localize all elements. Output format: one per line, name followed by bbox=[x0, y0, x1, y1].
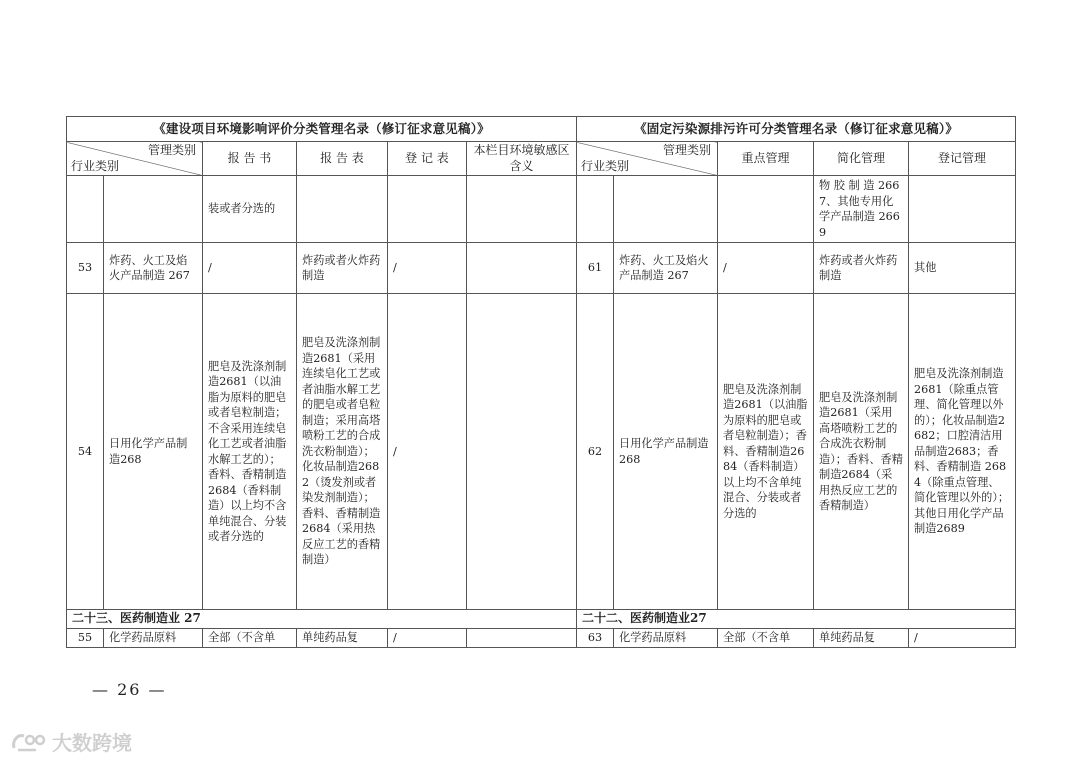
header-simple-mgmt: 简化管理 bbox=[814, 142, 909, 176]
section-heading-left: 二十三、医药制造业 27 bbox=[67, 610, 577, 629]
cell-sensitive-area bbox=[467, 243, 577, 294]
table-row bbox=[67, 243, 1016, 294]
right-row-number: 62 bbox=[577, 294, 614, 610]
section-row bbox=[67, 610, 1016, 629]
header-registration-form: 登 记 表 bbox=[388, 142, 467, 176]
header-sensitive-area: 本栏目环境敏感区含义 bbox=[467, 142, 577, 176]
page-number: — 26 — bbox=[92, 680, 167, 699]
cell-report-book: / bbox=[203, 243, 297, 294]
right-row-number: 63 bbox=[577, 629, 614, 648]
row-number: 55 bbox=[67, 629, 104, 648]
right-table-title: 《固定污染源排污许可分类管理名录（修订征求意见稿）》 bbox=[577, 117, 1016, 142]
cell-report-book: 装或者分选的 bbox=[203, 176, 297, 243]
watermark-logo-icon bbox=[10, 730, 48, 754]
header-reg-mgmt: 登记管理 bbox=[909, 142, 1016, 176]
cell-industry: 化学药品原料 bbox=[104, 629, 203, 648]
table-row-continued bbox=[67, 176, 1016, 243]
watermark bbox=[10, 727, 132, 756]
cell-right-industry: 化学药品原料 bbox=[614, 629, 718, 648]
right-industry-category-label: 行业类别 bbox=[581, 158, 630, 173]
row-number: 54 bbox=[67, 294, 104, 610]
section-heading-right: 二十二、医药制造业27 bbox=[577, 610, 1016, 629]
cell-registration-form: / bbox=[388, 294, 467, 610]
row-number: 53 bbox=[67, 243, 104, 294]
left-mgmt-category-label: 管理类别 bbox=[147, 143, 196, 157]
cell-simple-mgmt: 单纯药品复 bbox=[814, 629, 909, 648]
table-row bbox=[67, 629, 1016, 648]
cell-simple-mgmt: 肥皂及洗涤剂制造2681（采用高塔喷粉工艺的合成洗衣粉制造）；香料、香精制造2684（采用热反应工艺的香精制造） bbox=[814, 294, 909, 610]
left-diagonal-header bbox=[67, 142, 203, 176]
cell-simple-mgmt: 炸药或者火炸药制造 bbox=[814, 243, 909, 294]
cell-key-mgmt: 肥皂及洗涤剂制造2681（以油脂为原料的肥皂或者皂粒制造）；香料、香精制造2684（香料制造）以上均不含单纯混合、分装或者分选的 bbox=[718, 294, 814, 610]
cell-report-form: 肥皂及洗涤剂制造2681（采用连续皂化工艺或者油脂水解工艺的肥皂或者皂粒制造；采用高塔喷粉工艺的合成洗衣粉制造）；化妆品制造2682（烫发剂或者染发剂制造）；香料、香精制造2684（采用热反应工艺的香精制造） bbox=[297, 294, 388, 610]
comparison-table bbox=[66, 116, 1016, 648]
cell-simple-mgmt: 物 胶 制 造 2667、其他专用化学产品制造 2669 bbox=[814, 176, 909, 243]
left-table-title: 《建设项目环境影响评价分类管理名录（修订征求意见稿）》 bbox=[67, 117, 577, 142]
right-row-number: 61 bbox=[577, 243, 614, 294]
cell-sensitive-area bbox=[467, 629, 577, 648]
cell-right-industry: 炸药、火工及焰火产品制造 267 bbox=[614, 243, 718, 294]
cell-report-form: 单纯药品复 bbox=[297, 629, 388, 648]
cell-report-book: 肥皂及洗涤剂制造2681（以油脂为原料的肥皂或者皂粒制造；不含采用连续皂化工艺或者油脂水解工艺的）；香料、香精制造2684（香料制造）以上均不含单纯混合、分装或者分选的 bbox=[203, 294, 297, 610]
cell-reg-mgmt: 肥皂及洗涤剂制造 2681（除重点管理、简化管理以外的）；化妆品制造2682；口腔清洁用品制造2683；香料、香精制造 2684（除重点管理、简化管理以外的）；其他日用化学产品制造2689 bbox=[909, 294, 1016, 610]
table-row bbox=[67, 294, 1016, 610]
right-mgmt-category-label: 管理类别 bbox=[663, 143, 712, 157]
cell-key-mgmt: / bbox=[718, 243, 814, 294]
cell-key-mgmt: 全部（不含单 bbox=[718, 629, 814, 648]
watermark-text: 大数跨境 bbox=[52, 731, 132, 755]
cell-report-form: 炸药或者火炸药制造 bbox=[297, 243, 388, 294]
right-diagonal-header bbox=[577, 142, 718, 176]
header-report-book: 报 告 书 bbox=[203, 142, 297, 176]
header-report-form: 报 告 表 bbox=[297, 142, 388, 176]
cell-report-book: 全部（不含单 bbox=[203, 629, 297, 648]
left-industry-category-label: 行业类别 bbox=[71, 158, 120, 173]
cell-industry: 日用化学产品制造268 bbox=[104, 294, 203, 610]
cell-reg-mgmt: 其他 bbox=[909, 243, 1016, 294]
cell-registration-form: / bbox=[388, 629, 467, 648]
cell-industry: 炸药、火工及焰火产品制造 267 bbox=[104, 243, 203, 294]
cell-right-industry: 日用化学产品制造 268 bbox=[614, 294, 718, 610]
cell-sensitive-area bbox=[467, 294, 577, 610]
header-key-mgmt: 重点管理 bbox=[718, 142, 814, 176]
cell-registration-form: / bbox=[388, 243, 467, 294]
cell-reg-mgmt: / bbox=[909, 629, 1016, 648]
